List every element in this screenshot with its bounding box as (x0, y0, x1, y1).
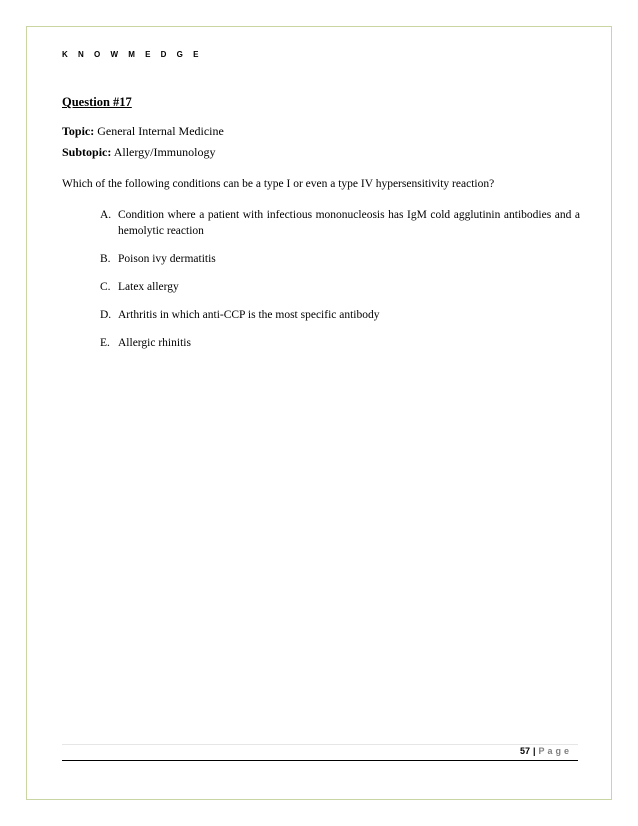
answer-option-b (100, 251, 580, 267)
topic-value: General Internal Medicine (97, 124, 224, 138)
answer-letter: A. (100, 209, 112, 221)
question-title: Question #17 (62, 95, 132, 109)
subtopic-label: Subtopic: (62, 145, 112, 159)
page-number: 57 (519, 746, 530, 756)
page-word: Page (538, 746, 572, 756)
answer-text: Allergic rhinitis (118, 337, 191, 349)
answer-option-a (100, 207, 580, 239)
answer-letter: C. (100, 281, 111, 293)
answer-text: Condition where a patient with infectious mononucleosis has IgM cold agglutinin antibodies and a hemolytic reaction (118, 209, 580, 237)
answer-option-c (100, 279, 580, 295)
answer-text: Poison ivy dermatitis (118, 253, 216, 265)
page-number-footer (520, 746, 572, 756)
answer-option-d (100, 307, 580, 323)
topic-label: Topic: (62, 124, 95, 138)
answer-letter: D. (100, 309, 112, 321)
brand-header: K N O W M E D G E (62, 50, 203, 59)
question-stem: Which of the following conditions can be a type I or even a type IV hypersensitivity reaction? (62, 178, 495, 190)
page-border (26, 26, 612, 800)
answer-letter: E. (100, 337, 110, 349)
footer-rule (62, 760, 578, 761)
answer-letter: B. (100, 253, 111, 265)
footer-shade (62, 744, 578, 760)
answer-option-e (100, 335, 580, 351)
answer-text: Arthritis in which anti-CCP is the most specific antibody (118, 309, 380, 321)
page-separator: | (532, 746, 536, 756)
topic-line (62, 124, 224, 139)
answer-text: Latex allergy (118, 281, 179, 293)
subtopic-value: Allergy/Immunology (113, 145, 216, 159)
answer-list (100, 207, 580, 363)
subtopic-line (62, 145, 215, 160)
